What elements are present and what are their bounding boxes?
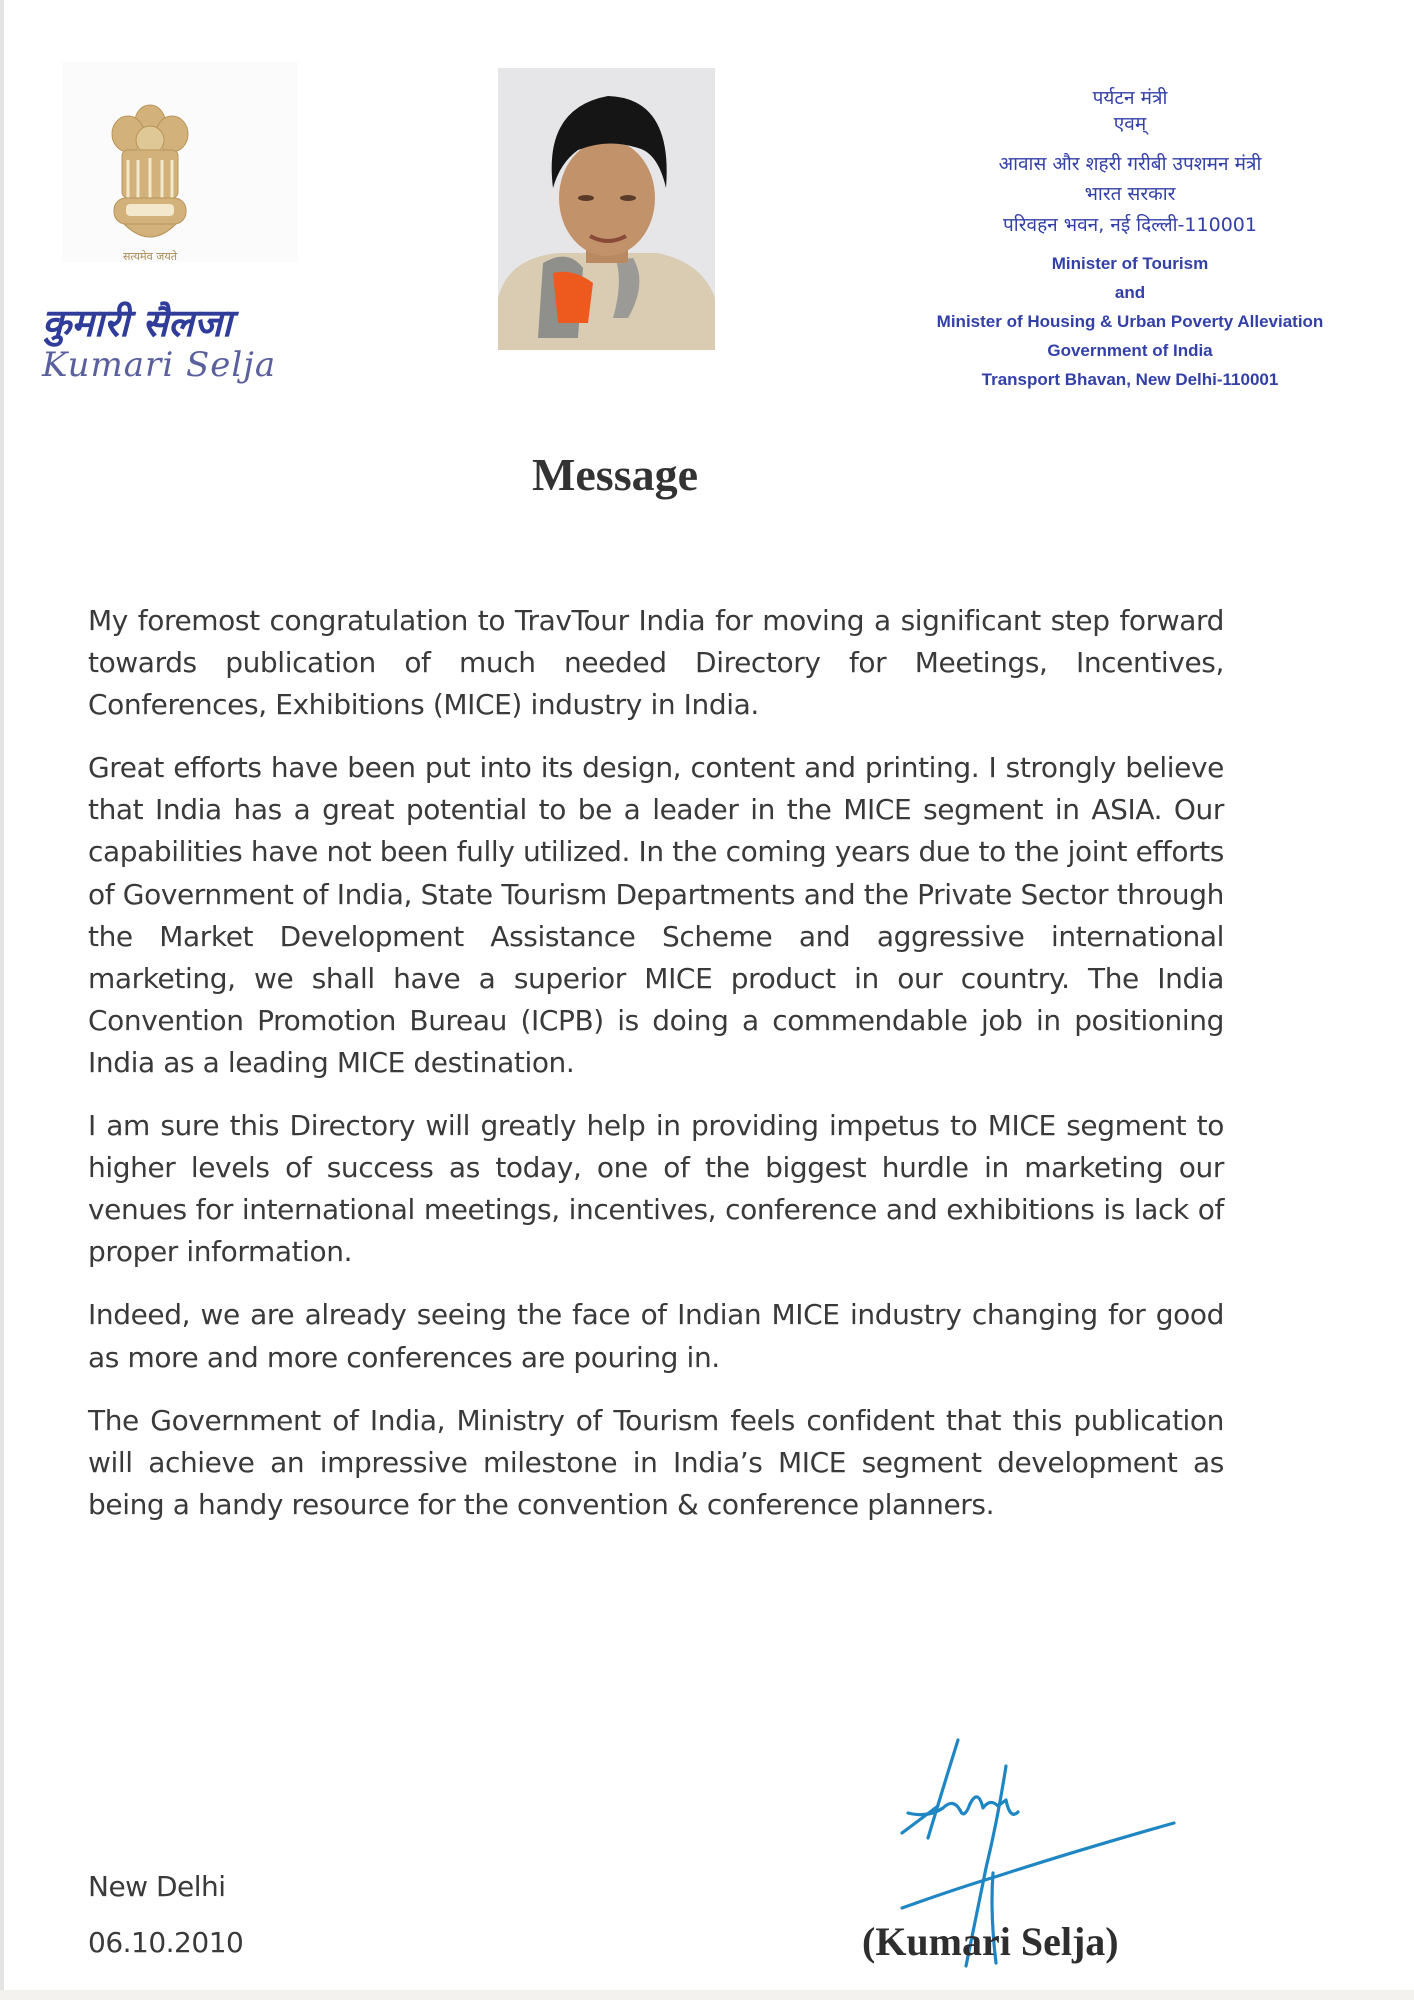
portrait-image-icon [498, 68, 715, 350]
minister-portrait-photo [498, 68, 715, 350]
message-paragraph: Indeed, we are already seeing the face of Indian MICE industry changing for good as more and more conferences are pouring in. [88, 1298, 1224, 1374]
emblem-motto: सत्यमेव जयते [122, 250, 178, 263]
message-paragraph: The Government of India, Ministry of Tourism feels confident that this publication will achieve an impressive milestone in India’s MICE segment development as being a handy resource for the convention & conference planners. [88, 1403, 1224, 1521]
letterhead-english-line: Minister of Tourism [1051, 254, 1209, 273]
message-paragraph: I am sure this Directory will greatly help in providing impetus to MICE segment to higher levels of success as today, one of the biggest hurdle in marketing our venues for international meetings, incentives, conference and exhibitions is lack of proper information. [88, 1109, 1224, 1269]
message-paragraph: Great efforts have been put into its design, content and printing. I strongly believe that India has a great potential to be a leader in the MICE segment in ASIA. Our capabilities have not been fully utilized. In the coming years due to the joint efforts of Government of India, State Tourism Departments and the Private Sector through the Market Development Assistance Scheme and aggressive international marketing, we shall have a superior MICE product in our country. The India Convention Promotion Bureau (ICPB) is doing a commendable job in positioning India as a leading MICE destination. [88, 751, 1224, 1079]
date-label: 06.10.2010 [88, 1926, 244, 1959]
national-emblem-icon [100, 100, 200, 265]
page-bottom-edge [0, 1990, 1414, 2000]
letterhead-hindi-line: एवम् [1113, 113, 1147, 135]
page-left-edge [0, 0, 4, 2000]
letterhead-english-line: and [1114, 283, 1146, 302]
letterhead-hindi-line: पर्यटन मंत्री [1092, 87, 1168, 109]
minister-name-english: Kumari Selja [42, 345, 277, 385]
minister-name-hindi: कुमारी सैलजा [42, 301, 232, 345]
letterhead-english-line: Government of India [1047, 341, 1213, 360]
message-body [88, 600, 1224, 1547]
place-label: New Delhi [88, 1870, 226, 1903]
letterhead-english-line: Minister of Housing & Urban Poverty Alleviation [936, 312, 1324, 331]
letterhead-english-line: Transport Bhavan, New Delhi-110001 [981, 370, 1279, 389]
message-paragraph: My foremost congratulation to TravTour India for moving a significant step forward towards publication of much needed Directory for Meetings, Incentives, Conferences, Exhibitions (MICE) industry in India. [88, 604, 1224, 722]
signatory-name: (Kumari Selja) [862, 1919, 1119, 1964]
letterhead-hindi-line: भारत सरकार [1084, 183, 1176, 205]
letterhead-hindi-line: परिवहन भवन, नई दिल्ली-110001 [1003, 214, 1257, 236]
page-title: Message [531, 449, 699, 500]
letterhead-address-block [880, 86, 1380, 394]
letterhead-hindi-line: आवास और शहरी गरीबी उपशमन मंत्री [998, 153, 1262, 175]
